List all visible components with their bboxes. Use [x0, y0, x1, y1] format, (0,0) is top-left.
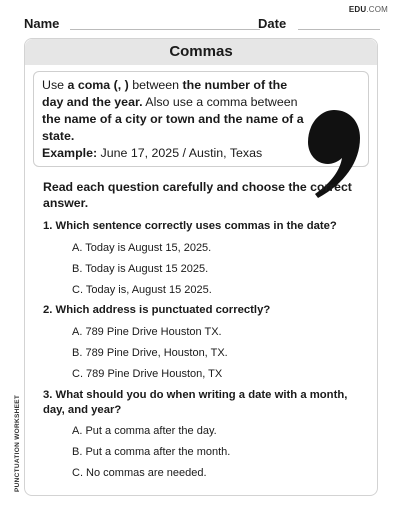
name-label: Name [24, 16, 60, 31]
date-field[interactable] [298, 29, 380, 30]
side-label: PUNCTUATION WORKSHEET [14, 394, 21, 492]
rule-box [33, 71, 369, 167]
example-label: Example: [42, 146, 98, 160]
answer-option[interactable]: C. No commas are needed. [72, 467, 207, 479]
brand-logo-com: .COM [366, 5, 388, 14]
question-1: 1. Which sentence correctly uses commas in the date? [43, 220, 337, 232]
rule-text-bold: the name of a city or town and the name of a state. [42, 112, 304, 143]
answer-option[interactable]: B. 789 Pine Drive, Houston, TX. [72, 347, 228, 359]
rule-text-bold: the number of the day and the year. [42, 78, 288, 109]
date-label: Date [258, 16, 287, 31]
brand-logo [349, 5, 388, 14]
answer-option[interactable]: B. Put a comma after the month. [72, 446, 231, 458]
brand-logo-edu: EDU [348, 5, 367, 14]
answer-option[interactable]: A. Put a comma after the day. [72, 425, 217, 437]
rule-text-part: between [128, 78, 183, 92]
rule-text-part: Use [42, 78, 68, 92]
instructions: Read each question carefully and choose the correct answer. [43, 180, 352, 210]
rule-text [42, 77, 306, 162]
answer-option[interactable]: A. 789 Pine Drive Houston TX. [72, 326, 222, 338]
rule-text-part: Also use a comma between [142, 95, 298, 109]
worksheet-title: Commas [25, 39, 377, 65]
name-field[interactable] [70, 29, 260, 30]
question-2: 2. Which address is punctuated correctly? [43, 304, 271, 316]
example-text: June 17, 2025 / Austin, Texas [97, 146, 263, 160]
name-date-row [24, 14, 380, 34]
answer-option[interactable]: C. 789 Pine Drive Houston, TX [72, 368, 223, 380]
worksheet-card [24, 38, 378, 496]
answer-option[interactable]: C. Today is, August 15 2025. [72, 284, 212, 296]
answer-option[interactable]: A. Today is August 15, 2025. [72, 242, 212, 254]
rule-text-bold: a coma (, ) [67, 78, 129, 92]
question-3: 3. What should you do when writing a date with a month, day, and year? [43, 389, 348, 416]
answer-option[interactable]: B. Today is August 15 2025. [72, 263, 209, 275]
